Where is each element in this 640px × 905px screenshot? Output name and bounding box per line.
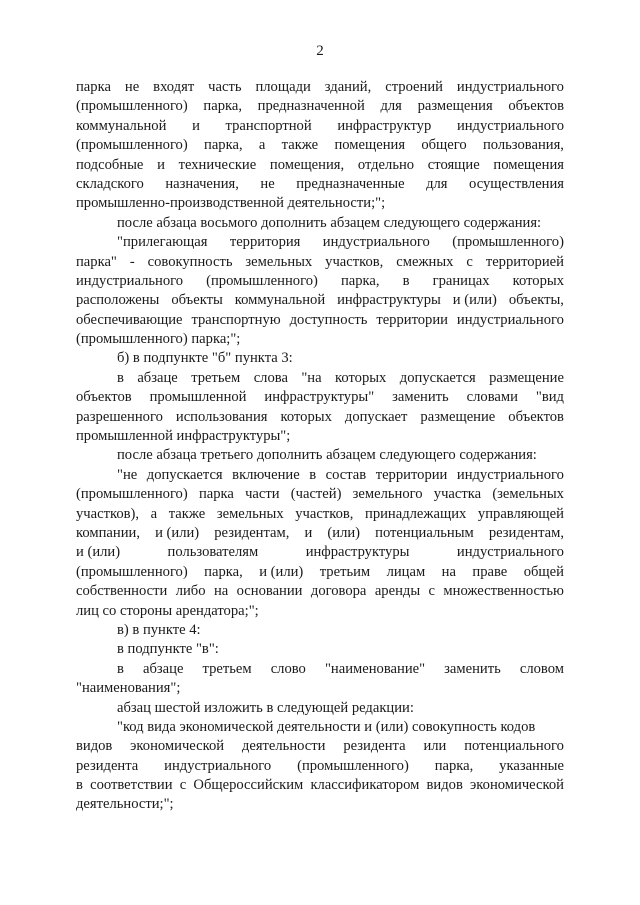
text-word: (промышленного) (76, 563, 188, 580)
text-word: объекты (171, 292, 223, 309)
text-word: индустриального (456, 544, 564, 561)
text-word: парка (76, 79, 111, 95)
text-word: площади (255, 79, 311, 95)
text-line (76, 136, 564, 155)
text-word: "прилегающая (117, 234, 208, 251)
text-word: "на (301, 369, 322, 386)
text-word: транспортной (225, 117, 312, 134)
text-line (76, 699, 564, 718)
text-word: индустриального (76, 272, 184, 289)
text-line (76, 602, 564, 621)
text-word: абзаце (143, 660, 184, 677)
text-word: (промышленного) (76, 137, 188, 154)
text-word: и (или) (259, 563, 304, 580)
text-word: допускается (146, 466, 223, 483)
text-line (76, 524, 564, 543)
text-word: помещения (493, 156, 564, 173)
text-word: абзац шестой изложить в следующей редакции: (117, 699, 414, 716)
text-word: состав (325, 466, 367, 483)
text-line (76, 718, 564, 737)
text-word: (земельных (492, 486, 564, 503)
text-word: разрешенного (76, 408, 163, 425)
text-line (76, 582, 564, 601)
text-word: участков, (295, 505, 354, 522)
text-word: слово (270, 660, 306, 677)
text-word: (промышленного) парка;"; (76, 331, 241, 348)
text-word: в (117, 660, 124, 677)
text-word: и (или) (452, 292, 497, 309)
text-line (76, 388, 564, 407)
text-word: также (281, 137, 319, 154)
text-line (76, 253, 564, 272)
text-word: инфраструктуры (305, 544, 410, 561)
text-word: объектов (508, 98, 564, 115)
text-word: в подпункте "в": (117, 641, 219, 658)
text-word: индустриального (456, 311, 564, 328)
text-word: в (117, 369, 124, 386)
text-word: помещения, (269, 156, 345, 173)
text-word: объектов (508, 408, 564, 425)
text-word: (промышленного) (76, 486, 188, 503)
text-word: не (260, 175, 275, 192)
text-word: территория (229, 234, 301, 251)
text-word: с (428, 583, 436, 600)
text-word: договора (310, 583, 367, 600)
text-word: зданий, (324, 79, 372, 95)
text-word: предназначенной (257, 98, 365, 115)
text-line (76, 446, 564, 465)
text-word: расположены (76, 292, 160, 309)
text-line (76, 776, 564, 795)
text-word: парка, (203, 98, 242, 115)
text-word: или (423, 738, 447, 755)
text-word: не (124, 79, 140, 95)
text-word: пользования, (482, 137, 564, 154)
text-word: словом (519, 660, 564, 677)
text-word: парка, (204, 563, 243, 580)
text-word: абзаце (137, 369, 178, 386)
text-word: "код вида экономической деятельности и (или) совокупность кодов (117, 718, 536, 735)
text-word: аренды (374, 583, 421, 600)
text-word: слова (253, 369, 288, 386)
text-word: либо (175, 583, 206, 600)
text-word: участка (433, 486, 482, 503)
text-word: классификатором (310, 777, 420, 794)
text-word: в (402, 272, 410, 289)
text-line (76, 97, 564, 116)
text-word: коммунальной (76, 117, 167, 134)
text-word: с (466, 253, 473, 270)
text-word: третьем (202, 660, 252, 677)
text-line (76, 505, 564, 524)
text-word: и (или) (155, 524, 200, 541)
text-line (76, 233, 564, 252)
text-word: часть (208, 79, 242, 95)
text-line (76, 408, 564, 427)
text-word: лицам (386, 563, 426, 580)
text-word: индустриального (164, 757, 272, 774)
text-word: словами (466, 389, 518, 406)
text-word: которых (280, 408, 332, 425)
text-word: (частей) (290, 486, 342, 503)
text-word: для (426, 175, 448, 192)
text-word: третьим (319, 563, 371, 580)
text-word: общего (421, 137, 467, 154)
text-word: резидента (76, 757, 139, 774)
text-word: третьем (191, 369, 241, 386)
text-line (76, 640, 564, 659)
text-word: (промышленного) (76, 98, 188, 115)
text-word: парка, (204, 137, 243, 154)
text-word: парка, (340, 272, 380, 289)
text-word: объектов (76, 389, 132, 406)
text-word: - (129, 253, 135, 270)
text-word: индустриального (456, 117, 564, 134)
text-word: после абзаца восьмого дополнить абзацем следующего содержания: (117, 214, 542, 231)
text-word: смежных (396, 253, 454, 270)
text-word: которых (335, 369, 387, 386)
text-word: территории (375, 466, 448, 483)
text-line (76, 679, 564, 698)
text-word: деятельности;"; (76, 796, 174, 813)
text-line (76, 369, 564, 388)
text-word: также (168, 505, 206, 522)
text-line (76, 291, 564, 310)
text-line (76, 194, 564, 213)
text-word: объекты, (508, 292, 564, 309)
text-word: компании, (76, 524, 140, 541)
text-word: (промышленного) (452, 234, 564, 251)
text-word: земельных (216, 505, 284, 522)
text-word: части (245, 486, 280, 503)
text-word: подсобные (76, 156, 144, 173)
text-word: "не (117, 466, 138, 483)
text-word: участков, (325, 253, 384, 270)
text-word: в) в пункте 4: (117, 621, 201, 638)
text-word: промышленной инфраструктуры"; (76, 428, 291, 445)
text-line (76, 621, 564, 640)
text-word: резидента (343, 738, 406, 755)
text-word: использования (175, 408, 268, 425)
text-line (76, 214, 564, 233)
text-word: границах (432, 272, 490, 289)
text-word: размещение (489, 369, 564, 386)
text-word: инфраструктуры" (264, 389, 375, 406)
text-word: помещения (334, 137, 406, 154)
text-word: заменить (444, 660, 501, 677)
page-number: 2 (316, 43, 324, 59)
text-word: допускает (344, 408, 408, 425)
text-word: стоящие (427, 156, 480, 173)
text-word: индустриального (322, 234, 430, 251)
text-word: доступность (289, 311, 368, 328)
text-word: управляющей (477, 505, 564, 522)
text-word: резидентам, (488, 524, 564, 541)
text-word: экономической (470, 777, 564, 794)
text-line (76, 795, 564, 814)
text-word: инфраструктур (337, 117, 432, 134)
text-word: лиц со стороны арендатора;"; (76, 602, 259, 619)
text-word: (или) (327, 524, 361, 541)
text-line (76, 563, 564, 582)
text-word: технические (178, 156, 257, 173)
text-word: размещение (420, 408, 496, 425)
text-word: а (150, 505, 158, 522)
text-line (76, 543, 564, 562)
text-line (76, 757, 564, 776)
text-word: "вид (535, 389, 564, 406)
text-word: деятельности (241, 738, 326, 755)
text-word: видов (426, 777, 463, 794)
text-word: "наименования"; (76, 680, 181, 697)
text-word: б) в подпункте "б" пункта 3: (117, 350, 293, 367)
text-word: указанные (499, 757, 564, 774)
text-line (76, 466, 564, 485)
text-word: парка (198, 486, 234, 503)
text-word: допускается (399, 369, 476, 386)
text-line (76, 78, 564, 97)
text-word: территории (376, 311, 448, 328)
text-line (76, 427, 564, 446)
text-word: которых (512, 272, 564, 289)
text-word: (промышленного) (297, 757, 409, 774)
text-word: промышленной (149, 389, 247, 406)
text-word: земельного (352, 486, 423, 503)
text-word: коммунальной (234, 292, 326, 309)
text-word: транспортную (191, 311, 281, 328)
text-word: размещения (417, 98, 493, 115)
text-word: совокупность (147, 253, 233, 270)
text-word: (промышленного) (206, 272, 318, 289)
text-word: после абзаца третьего дополнить абзацем следующего содержания: (117, 447, 537, 464)
text-word: в (76, 777, 83, 794)
text-word: парка, (434, 757, 474, 774)
text-word: входят (153, 79, 195, 95)
text-line (76, 175, 564, 194)
text-word: и (304, 524, 313, 541)
document-body (76, 78, 564, 815)
text-word: и (192, 117, 200, 134)
text-line (76, 156, 564, 175)
text-word: складского (76, 175, 144, 192)
text-line (76, 272, 564, 291)
text-word: и (или) (76, 544, 121, 561)
text-line (76, 311, 564, 330)
text-word: предназначенные (296, 175, 405, 192)
text-word: территорией (485, 253, 564, 270)
text-word: индустриального (456, 79, 564, 95)
text-word: и (157, 156, 165, 173)
text-line (76, 737, 564, 756)
text-word: осуществления (469, 175, 564, 192)
text-line (76, 117, 564, 136)
text-word: общей (523, 563, 564, 580)
text-word: принадлежащих (365, 505, 467, 522)
text-word: обеспечивающие (76, 311, 183, 328)
text-line (76, 485, 564, 504)
text-word: множественностью (443, 583, 564, 600)
text-word: потенциального (464, 738, 564, 755)
text-word: а (258, 137, 266, 154)
text-word: для (380, 98, 402, 115)
text-word: собственности (76, 583, 168, 600)
text-word: назначения, (165, 175, 239, 192)
text-word: соответствии (90, 777, 173, 794)
text-word: Общероссийским (193, 777, 304, 794)
text-word: индустриального (456, 466, 564, 483)
text-word: пользователям (167, 544, 259, 561)
text-word: инфраструктуры (337, 292, 441, 309)
text-word: парка" (76, 253, 117, 270)
text-word: экономической (130, 738, 225, 755)
text-word: на (213, 583, 229, 600)
text-word: резидентам, (214, 524, 290, 541)
text-word: включение (232, 466, 300, 483)
text-word: строений (385, 79, 443, 95)
text-word: основании (236, 583, 303, 600)
text-word: земельных (245, 253, 313, 270)
text-line (76, 660, 564, 679)
text-word: на (441, 563, 456, 580)
text-word: промышленно-производственной деятельности;"; (76, 195, 386, 212)
text-word: потенциальным (375, 524, 474, 541)
text-word: видов (76, 738, 113, 755)
text-word: в (309, 466, 317, 483)
text-line (76, 330, 564, 349)
text-word: "наименование" (324, 660, 426, 677)
text-word: с (179, 777, 187, 794)
text-line (76, 349, 564, 368)
text-word: участков), (76, 505, 140, 522)
text-word: праве (472, 563, 508, 580)
text-word: заменить (392, 389, 449, 406)
text-word: отдельно (357, 156, 415, 173)
